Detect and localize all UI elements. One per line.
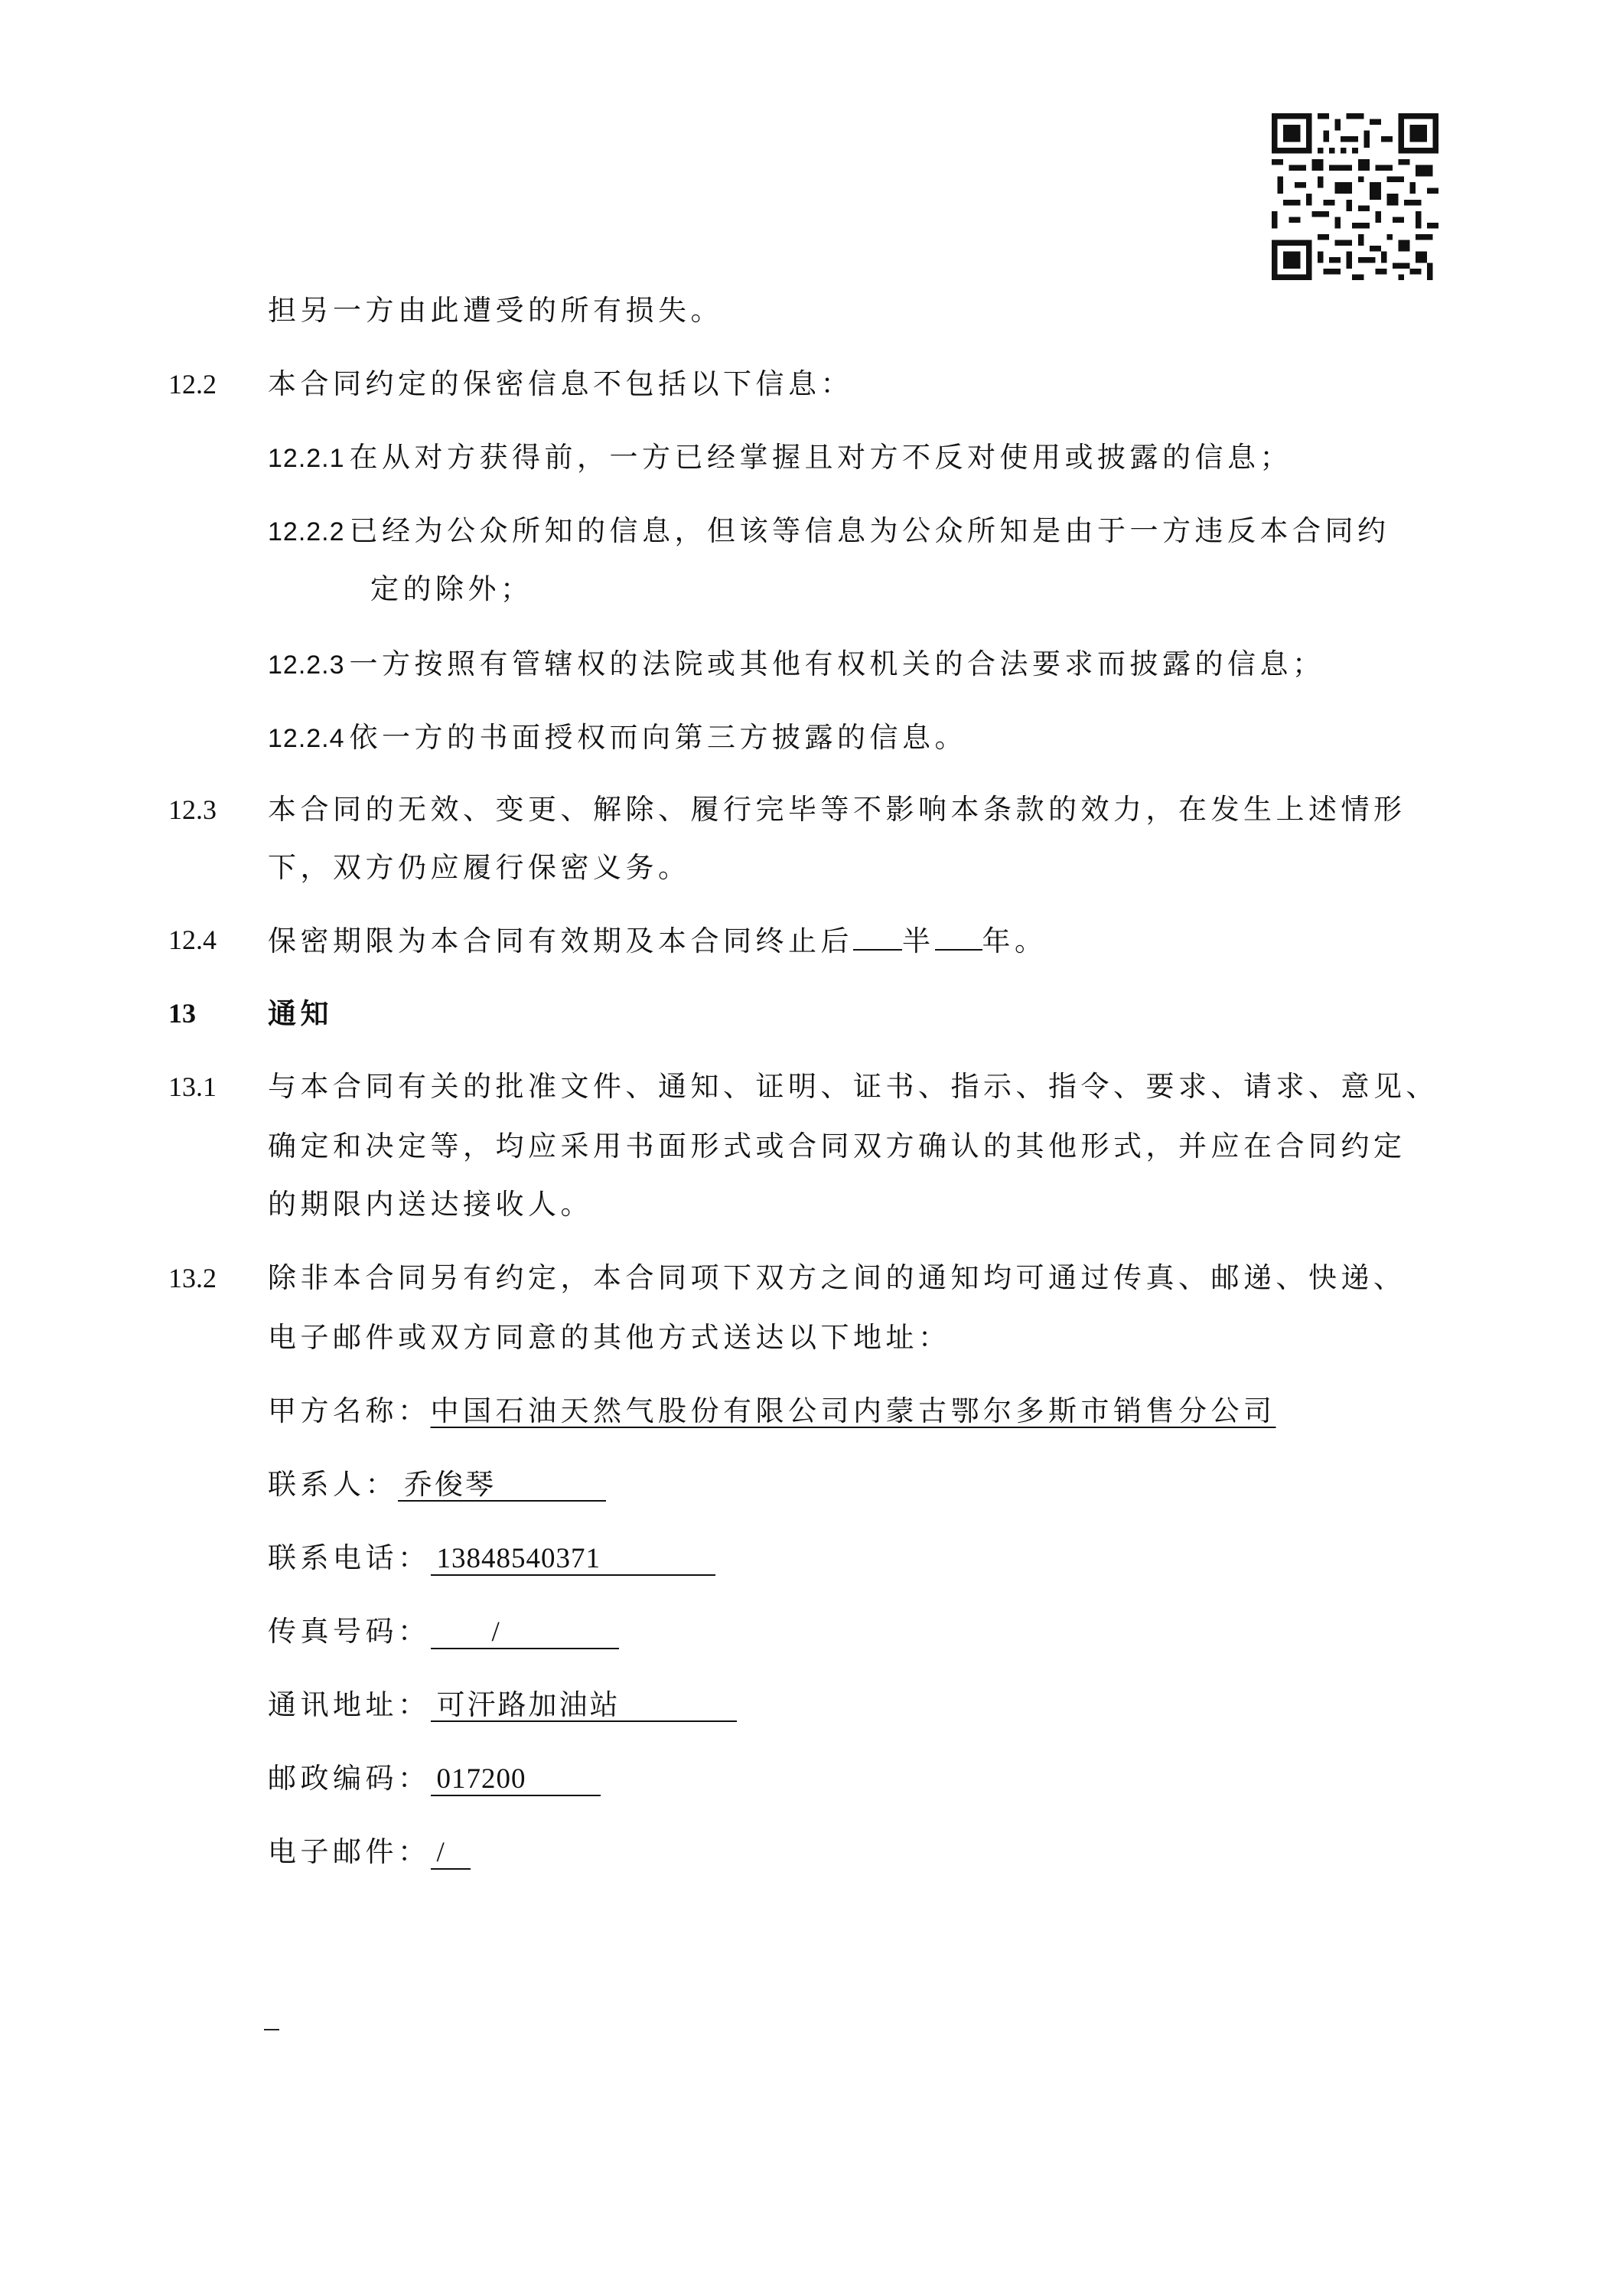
clause-text: 本合同的无效、变更、解除、履行完毕等不影响本条款的效力，在发生上述情形 xyxy=(268,793,1406,826)
subclause-text: 一方按照有管辖权的法院或其他有权机关的合法要求而披露的信息； xyxy=(349,647,1325,680)
blank-line xyxy=(935,923,982,951)
contact-value: 乔俊琴 xyxy=(398,1469,606,1502)
party-a-field xyxy=(268,1394,1276,1428)
subclause xyxy=(268,441,1292,475)
clause-text-continued: 的期限内送达接收人。 xyxy=(268,1188,593,1221)
email-value: / xyxy=(431,1838,471,1870)
postcode-value: 017200 xyxy=(431,1764,601,1796)
page-dash-mark xyxy=(264,2029,279,2030)
section-title: 通知 xyxy=(268,996,333,1030)
subclause-text-continued: 定的除外； xyxy=(370,572,533,605)
clause-text-part: 保密期限为本合同有效期及本合同终止后 xyxy=(268,925,853,957)
clause-text-continued: 下，双方仍应履行保密义务。 xyxy=(268,851,691,884)
subclause xyxy=(268,647,1325,682)
subclause-number: 12.2.3 xyxy=(268,651,345,680)
address-field xyxy=(268,1688,737,1722)
qr-code xyxy=(1269,113,1442,280)
subclause-number: 12.2.2 xyxy=(268,517,345,546)
subclause-text: 在从对方获得前，一方已经掌握且对方不反对使用或披露的信息； xyxy=(349,441,1293,474)
fax-label: 传真号码： xyxy=(268,1615,431,1648)
clause-number: 13.2 xyxy=(168,1263,217,1293)
address-value: 可汗路加油站 xyxy=(431,1690,737,1722)
continuation-text: 担另一方由此遭受的所有损失。 xyxy=(268,294,723,327)
section-number: 13 xyxy=(168,998,196,1029)
subclause-text: 已经为公众所知的信息，但该等信息为公众所知是由于一方违反本合同约 xyxy=(349,514,1390,547)
subclause-text: 依一方的书面授权而向第三方披露的信息。 xyxy=(349,721,968,754)
contact-field xyxy=(268,1468,606,1502)
clause-text xyxy=(268,923,1047,958)
postcode-label: 邮政编码： xyxy=(268,1762,431,1795)
subclause-number: 12.2.1 xyxy=(268,444,345,473)
phone-value: 13848540371 xyxy=(431,1544,715,1576)
phone-field xyxy=(268,1541,715,1576)
clause-text-part: 年。 xyxy=(982,925,1047,957)
address-label: 通讯地址： xyxy=(268,1688,431,1721)
clause-text-continued: 电子邮件或双方同意的其他方式送达以下地址： xyxy=(268,1321,951,1354)
clause-text-continued: 确定和决定等，均应采用书面形式或合同双方确认的其他形式，并应在合同约定 xyxy=(268,1130,1406,1163)
clause-number: 12.4 xyxy=(168,925,217,955)
email-field xyxy=(268,1835,471,1870)
fax-field xyxy=(268,1615,619,1649)
party-a-value: 中国石油天然气股份有限公司内蒙古鄂尔多斯市销售分公司 xyxy=(430,1394,1276,1427)
clause-text: 除非本合同另有约定，本合同项下双方之间的通知均可通过传真、邮递、快递、 xyxy=(268,1261,1406,1294)
postcode-field xyxy=(268,1762,601,1796)
clause-number: 13.1 xyxy=(168,1071,217,1102)
subclause xyxy=(268,721,967,755)
party-a-label: 甲方名称： xyxy=(268,1394,431,1427)
email-label: 电子邮件： xyxy=(268,1835,431,1868)
fill-value: 半 xyxy=(902,925,935,957)
blank-line xyxy=(853,923,902,951)
fax-value: / xyxy=(431,1617,619,1649)
phone-label: 联系电话： xyxy=(268,1541,431,1574)
clause-text: 与本合同有关的批准文件、通知、证明、证书、指示、指令、要求、请求、意见、 xyxy=(268,1070,1438,1103)
contact-label: 联系人： xyxy=(268,1468,398,1501)
clause-number: 12.2 xyxy=(168,369,217,400)
clause-text: 本合同约定的保密信息不包括以下信息： xyxy=(268,367,853,400)
subclause-number: 12.2.4 xyxy=(268,724,345,753)
subclause xyxy=(268,514,1390,549)
clause-number: 12.3 xyxy=(168,794,217,825)
